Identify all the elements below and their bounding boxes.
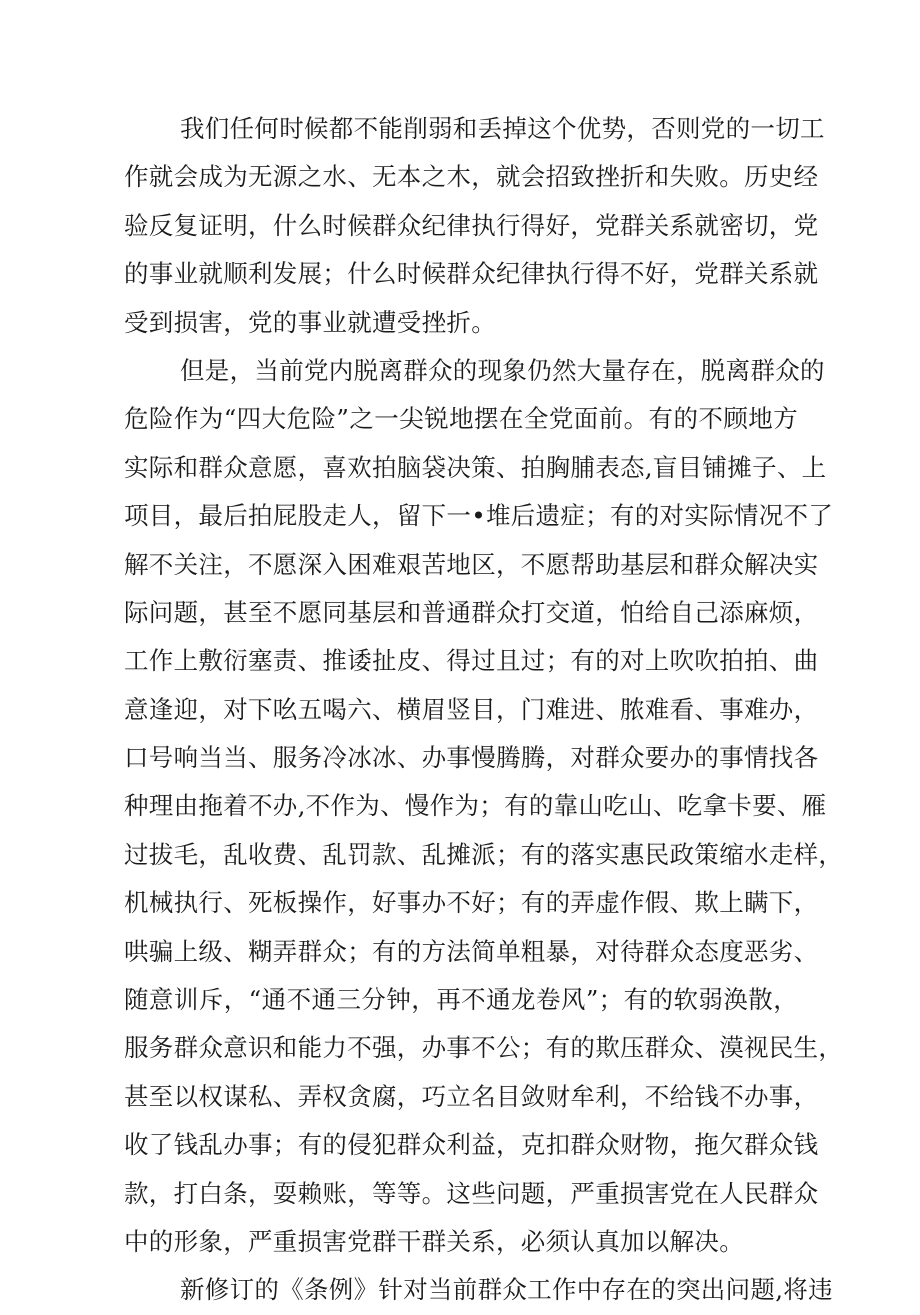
paragraph-2 (124, 347, 844, 1266)
paragraph-line: 我们任何时候都不能削弱和丢掉这个优势，否则党的一切工 (180, 114, 825, 143)
paragraph-line: 验反复证明，什么时候群众纪律执行得好，党群关系就密切，党 (124, 210, 819, 240)
paragraph-line: 解不关注，不愿深入困难艰苦地区，不愿帮助基层和群众解决实 (124, 549, 819, 579)
paragraph-line: 中的形象，严重损害党群干群关系，必须认真加以解决。 (124, 1226, 744, 1256)
paragraph-line: 服务群众意识和能力不强，办事不公；有的欺压群众、漠视民生， (124, 1033, 844, 1063)
paragraph-line: 受到损害，党的事业就遭受挫折。 (124, 307, 496, 337)
paragraph-line: 哄骗上级、糊弄群众；有的方法简单粗暴，对待群众态度恶劣、 (124, 936, 819, 966)
paragraph-line: 口号响当当、服务冷冰冰、办事慢腾腾，对群众要办的事情找各 (124, 743, 819, 773)
paragraph-1 (124, 105, 825, 347)
paragraph-line: 危险作为“四大危险”之一尖锐地摆在全党面前。有的不顾地方 (124, 404, 798, 434)
paragraph-line: 新修订的《条例》针对当前群众工作中存在的突出问题,将违 (180, 1275, 833, 1305)
paragraph-line: 项目，最后拍屁股走人，留下一•堆后遗症；有的对实际情况不了 (124, 501, 834, 531)
paragraph-line: 收了钱乱办事；有的侵犯群众利益，克扣群众财物，拖欠群众钱 (124, 1130, 819, 1160)
paragraph-line: 际问题，甚至不愿同基层和普通群众打交道，怕给自己添麻烦， (124, 597, 819, 627)
paragraph-line: 实际和群众意愿，喜欢拍脑袋决策、拍胸脯表态,盲目铺摊子、上 (124, 452, 827, 482)
paragraph-line: 工作上敷衍塞责、推诿扯皮、得过且过；有的对上吹吹拍拍、曲 (124, 646, 819, 676)
paragraph-line: 意逢迎，对下吆五喝六、横眉竖目，门难进、脓难看、事难办， (124, 694, 819, 724)
document-body (124, 105, 844, 1315)
paragraph-3 (124, 1266, 833, 1314)
paragraph-line: 作就会成为无源之水、无本之木，就会招致挫折和失败。历史经 (124, 162, 819, 192)
paragraph-line: 款，打白条，耍赖账，等等。这些问题，严重损害党在人民群众 (124, 1178, 819, 1208)
paragraph-line: 随意训斥，“通不通三分钟，再不通龙卷风”；有的软弱涣散， (124, 985, 798, 1015)
paragraph-line: 但是，当前党内脱离群众的现象仍然大量存在，脱离群众的 (180, 355, 825, 385)
paragraph-line: 种理由拖着不办,不作为、慢作为；有的靠山吃山、吃拿卡要、雁 (124, 791, 827, 821)
paragraph-line: 甚至以权谋私、弄权贪腐，巧立名目敛财牟利，不给钱不办事， (124, 1081, 819, 1111)
paragraph-line: 过拔毛，乱收费、乱罚款、乱摊派；有的落实惠民政策缩水走样， (124, 839, 844, 869)
paragraph-line: 机械执行、死板操作，好事办不好；有的弄虚作假、欺上瞒下， (124, 888, 819, 918)
paragraph-line: 的事业就顺利发展；什么时候群众纪律执行得不好，党群关系就 (124, 259, 819, 289)
